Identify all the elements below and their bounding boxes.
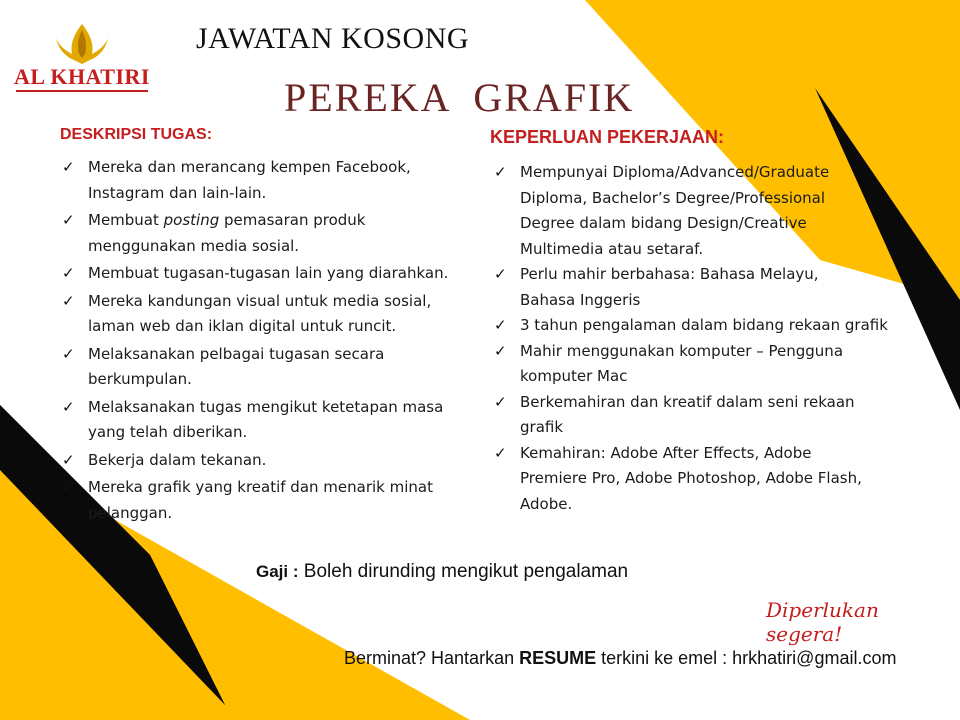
urgent-note: Diperlukan segera! [766, 598, 879, 646]
description-item-text: Bekerja dalam tekanan. [88, 450, 267, 469]
requirement-item-text: Adobe. [520, 494, 573, 513]
check-icon: ✓ [494, 316, 507, 334]
description-item-text: laman web dan iklan digital untuk runcit. [88, 317, 397, 335]
contact-prefix: Berminat? Hantarkan [344, 648, 520, 668]
salary-value: Boleh dirunding mengikut pengalaman [298, 561, 629, 582]
requirement-item-text: Berkemahiran dan kreatif dalam seni rekaan [520, 392, 855, 411]
description-item-text: Melaksanakan tugas mengikut ketetapan masa [88, 397, 444, 416]
description-item [60, 208, 480, 259]
check-icon: ✓ [494, 265, 507, 283]
check-icon: ✓ [62, 397, 75, 416]
contact-resume: RESUME [519, 648, 597, 668]
logo-text: AL KHATIRI [13, 64, 150, 89]
check-icon: ✓ [62, 211, 75, 229]
description-item-text: Mereka dan merancang kempen Facebook, [88, 158, 411, 176]
eagle-wings-icon [12, 20, 152, 68]
job-description-title: DESKRIPSI TUGAS: [60, 126, 213, 143]
description-item [60, 342, 480, 393]
description-item [60, 261, 480, 287]
requirement-item-text: Diploma, Bachelor’s Degree/Professional [520, 188, 826, 207]
job-requirements-title: KEPERLUAN PEKERJAAN: [490, 127, 725, 147]
check-icon: ✓ [494, 443, 507, 462]
company-logo [12, 20, 152, 90]
job-description-list [60, 155, 480, 528]
requirement-item-text: Bahasa Inggeris [520, 290, 641, 309]
check-icon: ✓ [494, 392, 507, 411]
description-item [60, 475, 480, 526]
contact-email: terkini ke emel : hrkhatiri@gmail.com [596, 648, 897, 668]
requirement-item [492, 313, 912, 339]
requirement-item [492, 390, 912, 441]
check-icon: ✓ [62, 291, 75, 310]
page-title: JAWATAN KOSONG [196, 22, 470, 55]
salary-label: Gaji : [256, 562, 299, 581]
requirement-item-text: Mempunyai Diploma/Advanced/Graduate [520, 163, 830, 181]
requirement-item-text: Mahir menggunakan komputer – Pengguna [520, 341, 844, 360]
requirement-item-text: Degree dalam bidang Design/Creative [520, 214, 807, 232]
description-item-text: yang telah diberikan. [88, 423, 248, 441]
check-icon: ✓ [494, 341, 507, 360]
check-icon: ✓ [494, 163, 507, 181]
description-item-text: Instagram dan lain-lain. [88, 183, 267, 202]
requirement-item [492, 441, 912, 518]
description-item-text: menggunakan media sosial. [88, 236, 300, 255]
description-item-text: berkumpulan. [88, 370, 192, 388]
requirement-item [492, 339, 912, 390]
contact-line [344, 648, 896, 669]
description-item-text: Mereka kandungan visual untuk media sosial, [88, 291, 432, 310]
description-item [60, 155, 480, 206]
requirement-item [492, 160, 912, 262]
check-icon: ✓ [62, 344, 75, 363]
salary-line [256, 561, 628, 583]
check-icon: ✓ [62, 450, 75, 469]
logo-underline [16, 90, 148, 92]
check-icon: ✓ [62, 264, 75, 282]
requirement-item-text: Premiere Pro, Adobe Photoshop, Adobe Flash, [520, 469, 862, 487]
description-item-text: pelanggan. [88, 503, 173, 522]
requirement-item-text: grafik [520, 418, 564, 436]
description-item-text: Membuat posting pemasaran produk [88, 211, 366, 229]
requirement-item-text: komputer Mac [520, 367, 628, 385]
job-title: PEREKA GRAFIK [284, 75, 635, 120]
requirement-item-text: 3 tahun pengalaman dalam bidang rekaan grafik [520, 316, 888, 334]
description-item [60, 395, 480, 446]
requirement-item [492, 262, 912, 313]
requirement-item-text: Perlu mahir berbahasa: Bahasa Melayu, [520, 265, 819, 283]
requirement-item-text: Kemahiran: Adobe After Effects, Adobe [520, 443, 812, 462]
description-item-text: Mereka grafik yang kreatif dan menarik minat [88, 478, 433, 496]
description-item-text: Melaksanakan pelbagai tugasan secara [88, 344, 385, 363]
description-item [60, 289, 480, 340]
job-requirements-list [492, 160, 912, 517]
check-icon: ✓ [62, 158, 75, 176]
check-icon: ✓ [62, 478, 75, 496]
requirement-item-text: Multimedia atau setaraf. [520, 239, 704, 258]
description-item-text: Membuat tugasan-tugasan lain yang diarahkan. [88, 264, 449, 282]
description-item [60, 448, 480, 474]
